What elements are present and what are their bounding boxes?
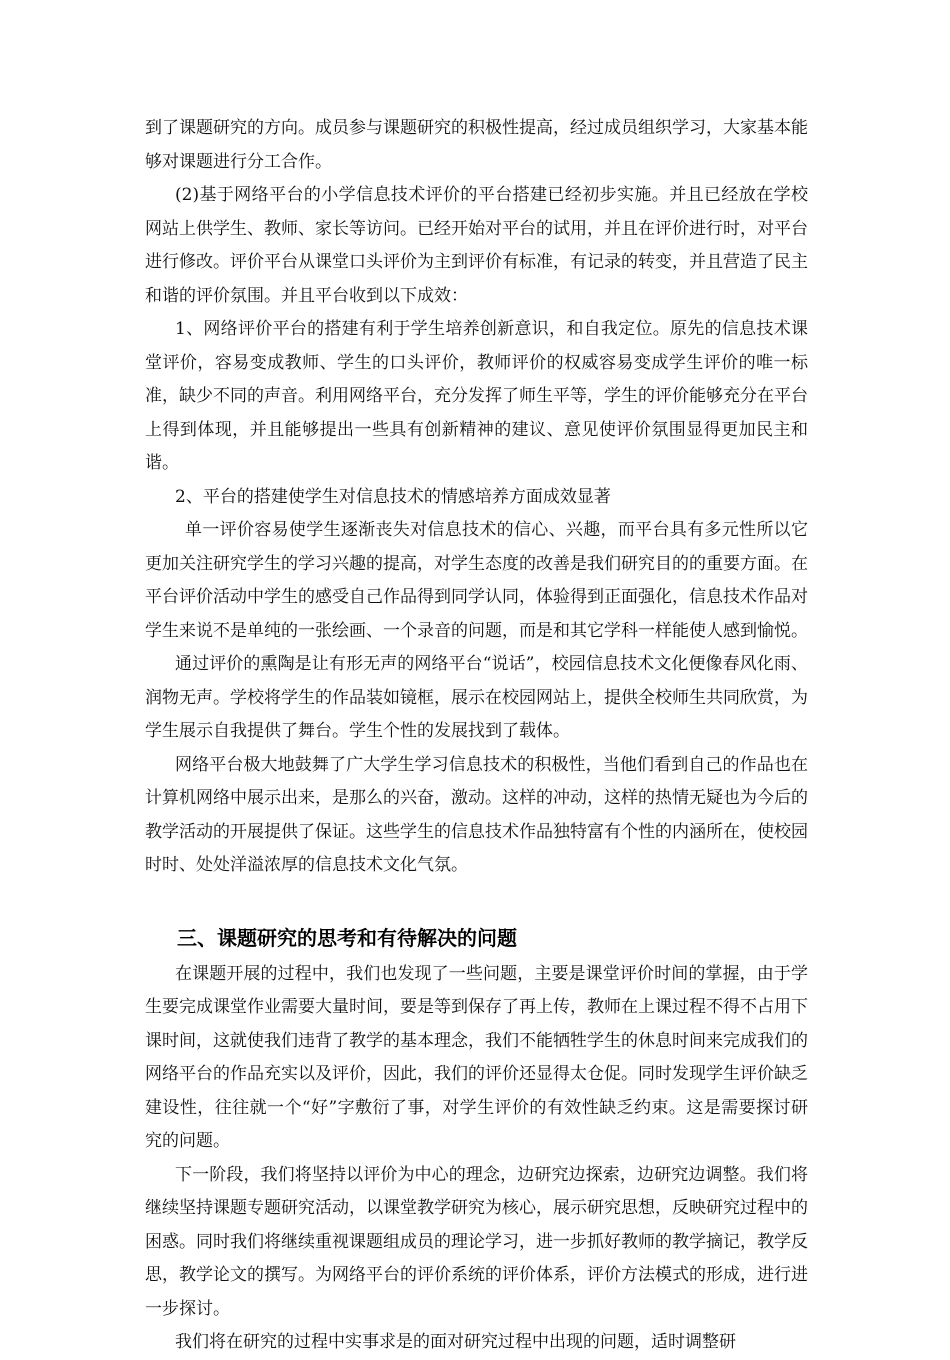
paragraph-platform-encouragement: 网络平台极大地鼓舞了广大学生学习信息技术的积极性，当他们看到自己的作品也在计算机网络中展示出来，是那么的兴奋，激动。这样的冲动，这样的热情无疑也为今后的教学活动的开展提供了保证。这些学生的信息技术作品独特富有个性的内涵所在，使校园时时、处处洋溢浓厚的信息技术文化气氛。 xyxy=(145,754,808,875)
document-body xyxy=(145,112,808,1360)
paragraph-problems: 在课题开展的过程中，我们也发现了一些问题，主要是课堂评价时间的掌握，由于学生要完成课堂作业需要大量时间，要是等到保存了再上传，教师在上课过程不得不占用下课时间，这就使我们违背了教学的基本理念，我们不能牺牲学生的休息时间来完成我们的网络平台的作品充实以及评价，因此，我们的评价还显得太仓促。同时发现学生评价缺乏建设性，往往就一个“好”字敷衍了事，对学生评价的有效性缺乏约束。这是需要探讨研究的问题。 xyxy=(145,963,808,1151)
paragraph-outcome-2-title: 2、平台的搭建使学生对信息技术的情感培养方面成效显著 xyxy=(175,486,611,507)
paragraph-continuation: 到了课题研究的方向。成员参与课题研究的积极性提高，经过成员组织学习，大家基本能够对课题进行分工合作。 xyxy=(145,118,808,172)
paragraph-outcome-1: 1、网络评价平台的搭建有利于学生培养创新意识，和自我定位。原先的信息技术课堂评价，容易变成教师、学生的口头评价，教师评价的权威容易变成学生评价的唯一标准，缺少不同的声音。利用网络平台，充分发挥了师生平等，学生的评价能够充分在平台上得到体现，并且能够提出一些具有创新精神的建议、意见使评价氛围显得更加民主和谐。 xyxy=(145,319,808,473)
paragraph-evaluation-influence: 通过评价的熏陶是让有形无声的网络平台“说话”，校园信息技术文化便像春风化雨、润物无声。学校将学生的作品装如镜框，展示在校园网站上，提供全校师生共同欣赏，为学生展示自我提供了舞台。学生个性的发展找到了载体。 xyxy=(145,654,808,741)
paragraph-single-evaluation: 单一评价容易使学生逐渐丧失对信息技术的信心、兴趣，而平台具有多元性所以它更加关注研究学生的学习兴趣的提高，对学生态度的改善是我们研究目的的重要方面。在平台评价活动中学生的感受自己作品得到同学认同，体验得到正面强化，信息技术作品对学生来说不是单纯的一张绘画、一个录音的问题，而是和其它学科一样能使人感到愉悦。 xyxy=(145,520,808,641)
paragraph-next-stage: 下一阶段，我们将坚持以评价为中心的理念，边研究边探索，边研究边调整。我们将继续坚持课题专题研究活动，以课堂教学研究为核心，展示研究思想，反映研究过程中的困惑。同时我们将继续重视课题组成员的理论学习，进一步抓好教师的教学摘记，教学反思，教学论文的撰写。为网络平台的评价系统的评价体系，评价方法模式的形成，进行进一步探讨。 xyxy=(145,1164,808,1319)
section-heading: 三、课题研究的思考和有待解决的问题 xyxy=(177,925,517,950)
paragraph-closing: 我们将在研究的过程中实事求是的面对研究过程中出现的问题，适时调整研 xyxy=(175,1332,736,1352)
paragraph-platform-implementation: (2)基于网络平台的小学信息技术评价的平台搭建已经初步实施。并且已经放在学校网站上供学生、教师、家长等访问。已经开始对平台的试用，并且在评价进行时，对平台进行修改。评价平台从课堂口头评价为主到评价有标准，有记录的转变，并且营造了民主和谐的评价氛围。并且平台收到以下成效： xyxy=(145,185,808,306)
